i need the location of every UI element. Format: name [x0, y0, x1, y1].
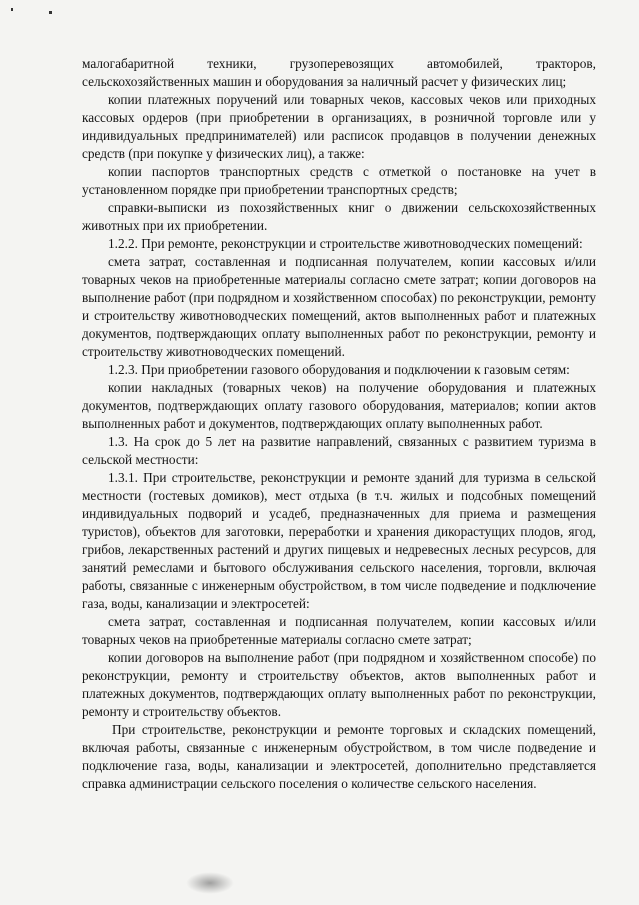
paragraph: справки-выписки из похозяйственных книг о движении сельскохозяйственных животных при их приобретении. [82, 200, 596, 233]
scan-speck [11, 8, 13, 11]
paragraph: смета затрат, составленная и подписанная получателем, копии кассовых и/или товарных чеков на приобретенные материалы согласно смете затрат; копии договоров на выполнение работ (при подрядном и хозяйственном способах) по реконструкции, ремонту и строительству животноводческих помещений, актов выполненных работ и платежных документов, подтверждающих оплату выполненных работ по реконструкции, ремонту и строительству животноводческих помещений. [82, 254, 596, 359]
paragraph: копии платежных поручений или товарных чеков, кассовых чеков или приходных кассовых ордеров (при приобретении в организациях, в розничной торговле или у индивидуальных предпринимателей) или расписок продавцов в получении денежных средств (при покупке у физических лиц), а также: [82, 92, 596, 161]
paragraph: копии договоров на выполнение работ (при подрядном и хозяйственном способе) по реконструкции, ремонту и строительству объектов, актов выполненных работ и платежных документов, подтверждающих оплату выполненных работ по реконструкции, ремонту и строительству объектов. [82, 650, 596, 719]
section-heading: 1.2.2. При ремонте, реконструкции и строительстве животноводческих помещений: [108, 236, 583, 251]
paragraph: малогабаритной техники, грузоперевозящих автомобилей, тракторов, сельскохозяйственных машин и оборудования за наличный расчет у физических лиц; [82, 56, 596, 89]
paragraph: копии накладных (товарных чеков) на получение оборудования и платежных документов, подтверждающих оплату газового оборудования, материалов; копии актов выполненных работ и документов, подтверждающих оплату выполненных работ. [82, 380, 596, 431]
paragraph: При строительстве, реконструкции и ремонте торговых и складских помещений, включая работы, связанные с инженерным обустройством, в том числе подведение и подключение газа, воды, канализации и электросетей, дополнительно представляется справка администрации сельского поселения о количестве сельского населения. [82, 722, 596, 791]
scan-speck [49, 11, 52, 14]
document-body [82, 55, 596, 793]
section-heading: 1.3.1. При строительстве, реконструкции и ремонте зданий для туризма в сельской местности (гостевых домиков), мест отдыха (в т.ч. жилых и подсобных помещений индивидуальных подворий и усадеб, предназначенных для приема и размещения туристов), объектов для заготовки, переработки и хранения дикорастущих плодов, ягод, грибов, лекарственных растений и других пищевых и недревесных лесных ресурсов, для занятий ремеслами и бытового обслуживания сельского населения, торговли, включая работы, связанные с инженерным обустройством, в том числе подведение и подключение газа, воды, канализации и электросетей: [82, 470, 596, 611]
paragraph: копии паспортов транспортных средств с отметкой о постановке на учет в установленном порядке при приобретении транспортных средств; [82, 164, 596, 197]
section-heading: 1.2.3. При приобретении газового оборудования и подключении к газовым сетям: [108, 362, 570, 377]
scan-smudge [186, 872, 234, 894]
section-heading: 1.3. На срок до 5 лет на развитие направлений, связанных с развитием туризма в сельской местности: [82, 434, 596, 467]
paragraph: смета затрат, составленная и подписанная получателем, копии кассовых и/или товарных чеков на приобретенные материалы согласно смете затрат; [82, 614, 596, 647]
